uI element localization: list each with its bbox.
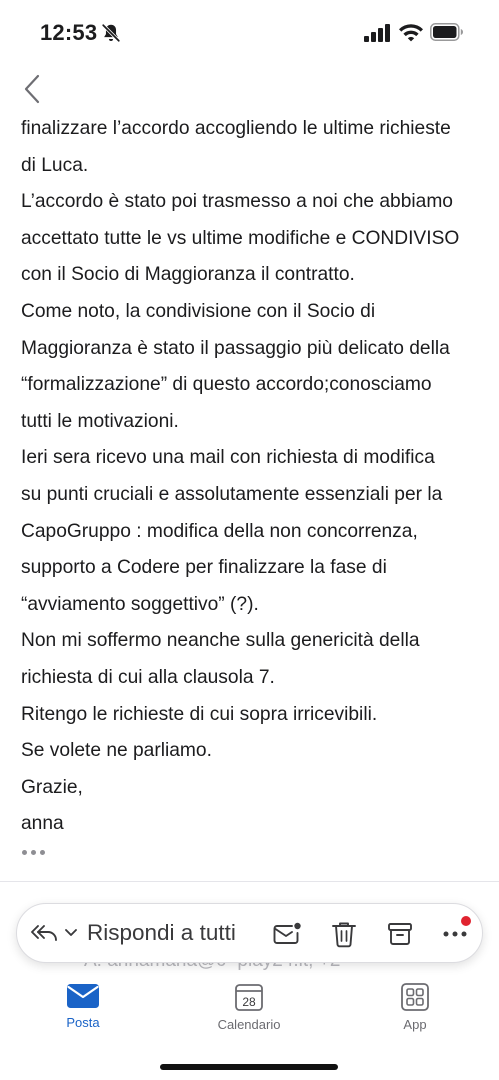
- email-body-line: di Luca.: [21, 154, 89, 176]
- email-body-line: “avviamento soggettivo” (?).: [21, 593, 259, 615]
- back-button[interactable]: [16, 72, 50, 106]
- message-action-bar: [16, 903, 483, 963]
- tab-calendar[interactable]: [194, 978, 304, 1042]
- email-body-line: Se volete ne parliamo.: [21, 740, 212, 762]
- dot: [40, 850, 45, 855]
- email-body-line: Ieri sera ricevo una mail con richiesta di modifica: [21, 447, 435, 469]
- delete-button[interactable]: [328, 918, 360, 950]
- status-bar: [0, 0, 499, 64]
- apps-grid-icon: [400, 982, 430, 1012]
- email-body-line: L’accordo è stato poi trasmesso a noi che abbiamo: [21, 191, 453, 213]
- archive-icon: [387, 921, 413, 947]
- email-body-line: finalizzare l’accordo accogliendo le ultime richieste: [21, 118, 451, 139]
- reply-all-icon: [29, 921, 59, 945]
- email-body-line: Ritengo le richieste di cui sopra irricevibili.: [21, 703, 378, 725]
- email-body-line: richiesta di cui alla clausola 7.: [21, 666, 275, 688]
- archive-button[interactable]: [384, 918, 416, 950]
- chevron-down-icon[interactable]: [63, 927, 79, 939]
- cellular-signal-icon: [364, 24, 391, 42]
- mail-icon: [66, 982, 100, 1010]
- email-body-line: Come noto, la condivisione con il Socio di: [21, 300, 376, 322]
- wifi-icon: [398, 22, 424, 42]
- calendar-icon: [234, 982, 264, 1012]
- email-body-line: Non mi soffermo neanche sulla genericità della: [21, 630, 420, 652]
- email-body-line: “formalizzazione” di questo accordo;conosciamo: [21, 374, 432, 396]
- navigation-bar: [0, 64, 499, 114]
- mark-unread-icon: [272, 921, 302, 947]
- more-actions-button[interactable]: [439, 918, 471, 950]
- reply-all-button[interactable]: [29, 904, 236, 962]
- calendar-day: 28: [242, 995, 256, 1009]
- email-body-line: tutti le motivazioni.: [21, 410, 179, 432]
- bell-slash-icon: [100, 22, 122, 44]
- tab-mail[interactable]: [28, 978, 138, 1042]
- status-time: 12:53: [40, 20, 98, 45]
- tab-label: App: [403, 1017, 427, 1032]
- email-body-line: anna: [21, 813, 64, 835]
- bottom-tab-bar: [0, 978, 499, 1048]
- notification-badge: [461, 916, 471, 926]
- email-body-line: supporto a Codere per finalizzare la fase di: [21, 557, 387, 579]
- trash-icon: [331, 920, 357, 948]
- mark-unread-button[interactable]: [271, 918, 303, 950]
- email-body-line: CapoGruppo : modifica della non concorrenza,: [21, 520, 418, 542]
- more-icon: [442, 929, 468, 939]
- home-indicator: [160, 1064, 338, 1070]
- email-body-line: Maggioranza è stato il passaggio più delicato della: [21, 337, 450, 359]
- email-body: [21, 111, 491, 843]
- tab-label: Calendario: [217, 1017, 281, 1032]
- show-quoted-text-button[interactable]: [22, 838, 52, 866]
- message-divider: [0, 881, 499, 882]
- battery-icon: [430, 23, 464, 41]
- tab-apps[interactable]: [360, 978, 470, 1042]
- chevron-left-icon: [23, 74, 43, 104]
- tab-label: Posta: [66, 1015, 100, 1030]
- email-body-line: con il Socio di Maggioranza il contratto.: [21, 264, 355, 286]
- email-body-line: su punti cruciali e assolutamente essenziali per la: [21, 483, 443, 505]
- dot: [22, 850, 27, 855]
- email-body-line: Grazie,: [21, 776, 83, 798]
- dot: [31, 850, 36, 855]
- reply-all-label: Rispondi a tutti: [87, 920, 236, 945]
- email-body-line: accettato tutte le vs ultime modifiche e CONDIVISO: [21, 227, 460, 249]
